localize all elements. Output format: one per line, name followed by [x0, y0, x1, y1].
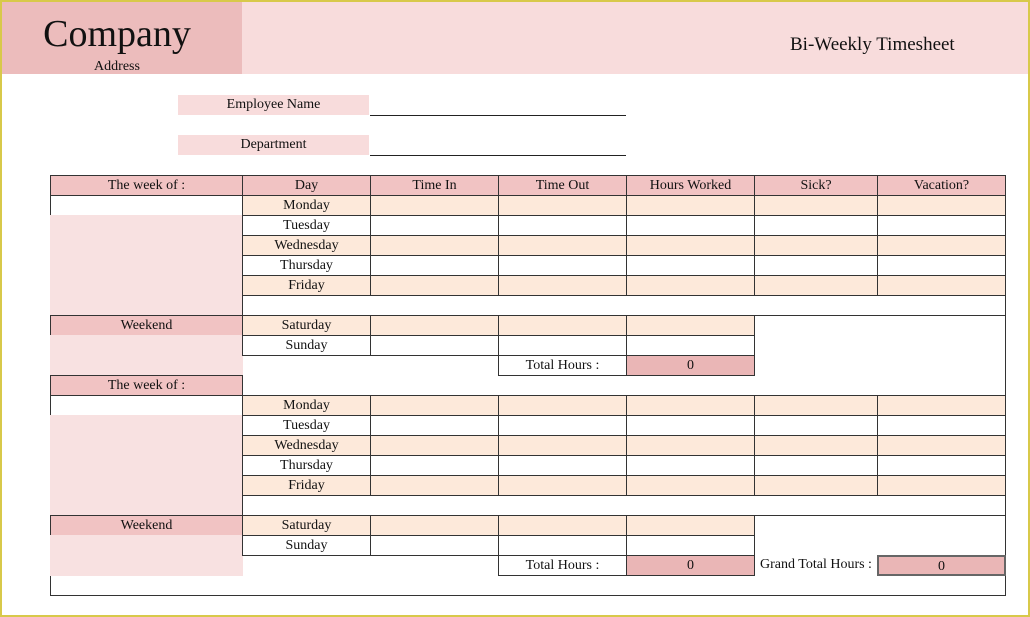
- page-title: Bi-Weekly Timesheet: [790, 34, 955, 55]
- time-entry-cell[interactable]: [498, 255, 627, 276]
- time-entry-cell[interactable]: [370, 455, 499, 476]
- total-hours-value: 0: [626, 555, 755, 576]
- department-label: Department: [178, 135, 369, 155]
- time-entry-cell[interactable]: [754, 215, 878, 236]
- time-entry-cell[interactable]: [626, 195, 755, 216]
- total-hours-value: 0: [626, 355, 755, 376]
- company-address[interactable]: Address: [94, 59, 140, 74]
- time-entry-cell[interactable]: [754, 255, 878, 276]
- time-entry-cell[interactable]: [754, 435, 878, 456]
- weekend-day-cell: Saturday: [242, 515, 371, 536]
- total-hours-label: Total Hours :: [498, 355, 627, 376]
- time-entry-cell[interactable]: [754, 275, 878, 296]
- time-entry-cell[interactable]: [877, 195, 1006, 216]
- employee-name-field[interactable]: [370, 115, 626, 116]
- weekend-time-cell[interactable]: [626, 315, 755, 336]
- time-entry-cell[interactable]: [498, 415, 627, 436]
- time-entry-cell[interactable]: [626, 455, 755, 476]
- weekend-time-cell[interactable]: [498, 515, 627, 536]
- weekend-notes-block: [50, 335, 243, 376]
- time-entry-cell[interactable]: [754, 455, 878, 476]
- time-entry-cell[interactable]: [498, 215, 627, 236]
- time-entry-cell[interactable]: [370, 255, 499, 276]
- day-cell: Wednesday: [242, 435, 371, 456]
- weekend-label: Weekend: [50, 515, 243, 536]
- week-of-label: The week of :: [50, 375, 243, 396]
- weekend-label: Weekend: [50, 315, 243, 336]
- column-header: Time In: [370, 175, 499, 196]
- day-cell: Wednesday: [242, 235, 371, 256]
- time-entry-cell[interactable]: [877, 395, 1006, 416]
- day-cell: Thursday: [242, 455, 371, 476]
- time-entry-cell[interactable]: [498, 235, 627, 256]
- time-entry-cell[interactable]: [370, 395, 499, 416]
- time-entry-cell[interactable]: [626, 415, 755, 436]
- time-entry-cell[interactable]: [498, 435, 627, 456]
- time-entry-cell[interactable]: [626, 235, 755, 256]
- time-entry-cell[interactable]: [626, 395, 755, 416]
- time-entry-cell[interactable]: [626, 275, 755, 296]
- weekend-time-cell[interactable]: [370, 515, 499, 536]
- time-entry-cell[interactable]: [877, 255, 1006, 276]
- employee-name-label: Employee Name: [178, 95, 369, 115]
- grand-total-label: Grand Total Hours :: [760, 557, 872, 572]
- time-entry-cell[interactable]: [498, 455, 627, 476]
- title-header: [242, 2, 1028, 74]
- time-entry-cell[interactable]: [498, 195, 627, 216]
- time-entry-cell[interactable]: [877, 215, 1006, 236]
- weekend-time-cell[interactable]: [498, 335, 627, 356]
- time-entry-cell[interactable]: [877, 235, 1006, 256]
- time-entry-cell[interactable]: [754, 235, 878, 256]
- department-field[interactable]: [370, 155, 626, 156]
- weekend-notes-block: [50, 535, 243, 576]
- day-cell: Tuesday: [242, 415, 371, 436]
- weekend-time-cell[interactable]: [370, 535, 499, 556]
- time-entry-cell[interactable]: [370, 415, 499, 436]
- time-entry-cell[interactable]: [877, 415, 1006, 436]
- week-notes-block: [50, 415, 243, 516]
- weekend-time-cell[interactable]: [370, 335, 499, 356]
- time-entry-cell[interactable]: [626, 475, 755, 496]
- spacer-row: [242, 495, 1006, 516]
- time-entry-cell[interactable]: [370, 275, 499, 296]
- weekend-time-cell[interactable]: [626, 535, 755, 556]
- weekend-time-cell[interactable]: [626, 515, 755, 536]
- day-cell: Thursday: [242, 255, 371, 276]
- time-entry-cell[interactable]: [877, 455, 1006, 476]
- column-header: Sick?: [754, 175, 878, 196]
- time-entry-cell[interactable]: [498, 275, 627, 296]
- time-entry-cell[interactable]: [370, 195, 499, 216]
- weekend-time-cell[interactable]: [370, 315, 499, 336]
- time-entry-cell[interactable]: [877, 435, 1006, 456]
- time-entry-cell[interactable]: [370, 475, 499, 496]
- time-entry-cell[interactable]: [754, 195, 878, 216]
- column-header: The week of :: [50, 175, 243, 196]
- column-header: Day: [242, 175, 371, 196]
- weekend-time-cell[interactable]: [498, 535, 627, 556]
- time-entry-cell[interactable]: [626, 215, 755, 236]
- time-entry-cell[interactable]: [754, 415, 878, 436]
- grand-total-value[interactable]: 0: [877, 555, 1006, 576]
- time-entry-cell[interactable]: [370, 435, 499, 456]
- weekend-day-cell: Sunday: [242, 535, 371, 556]
- time-entry-cell[interactable]: [498, 395, 627, 416]
- day-cell: Tuesday: [242, 215, 371, 236]
- time-entry-cell[interactable]: [877, 275, 1006, 296]
- time-entry-cell[interactable]: [370, 215, 499, 236]
- week-of-date-input[interactable]: [50, 395, 243, 416]
- spacer-row: [242, 295, 1006, 316]
- weekend-time-cell[interactable]: [626, 335, 755, 356]
- company-name[interactable]: Company: [43, 13, 191, 55]
- column-header: Time Out: [498, 175, 627, 196]
- time-entry-cell[interactable]: [626, 255, 755, 276]
- day-cell: Friday: [242, 275, 371, 296]
- company-header: [2, 2, 242, 74]
- time-entry-cell[interactable]: [626, 435, 755, 456]
- weekend-day-cell: Sunday: [242, 335, 371, 356]
- day-cell: Monday: [242, 395, 371, 416]
- time-entry-cell[interactable]: [754, 395, 878, 416]
- column-header: Vacation?: [877, 175, 1006, 196]
- column-header: Hours Worked: [626, 175, 755, 196]
- week-of-date-input[interactable]: [50, 195, 243, 216]
- day-cell: Friday: [242, 475, 371, 496]
- time-entry-cell[interactable]: [370, 235, 499, 256]
- total-hours-label: Total Hours :: [498, 555, 627, 576]
- weekend-day-cell: Saturday: [242, 315, 371, 336]
- weekend-time-cell[interactable]: [498, 315, 627, 336]
- time-entry-cell[interactable]: [498, 475, 627, 496]
- day-cell: Monday: [242, 195, 371, 216]
- week-notes-block: [50, 215, 243, 316]
- time-entry-cell[interactable]: [877, 475, 1006, 496]
- time-entry-cell[interactable]: [754, 475, 878, 496]
